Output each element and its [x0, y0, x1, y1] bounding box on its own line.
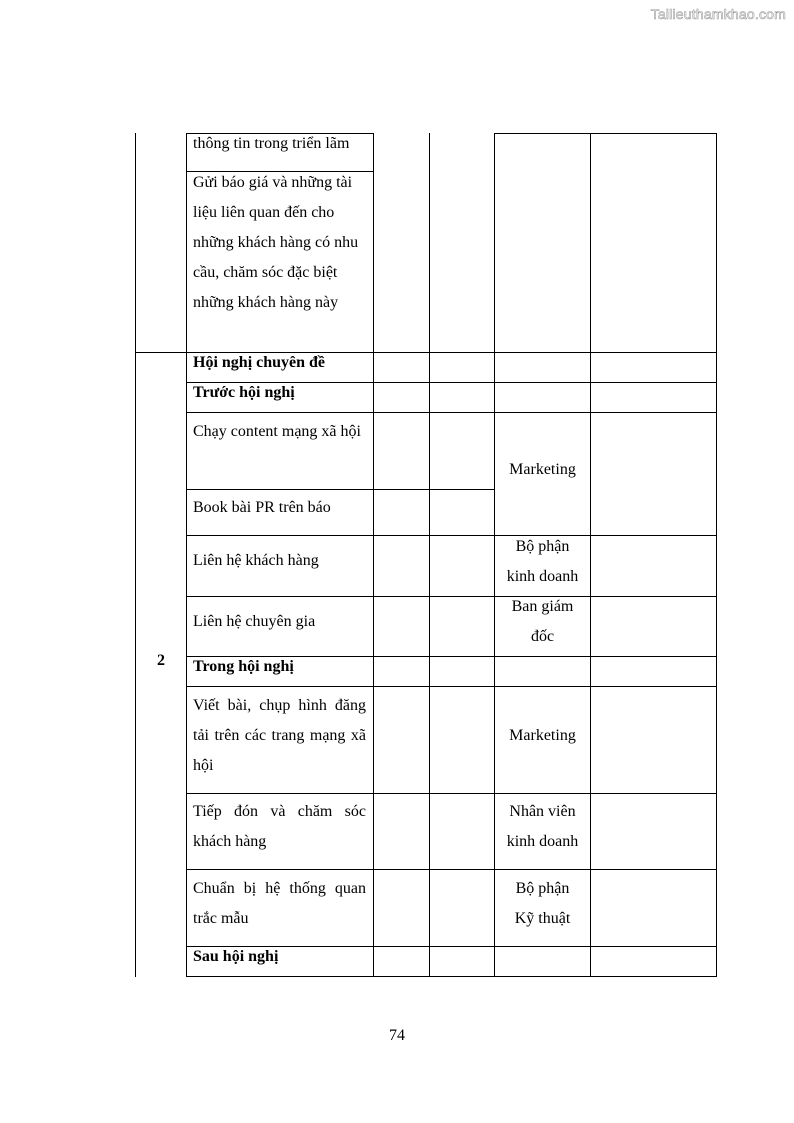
section-number: 2	[157, 652, 165, 669]
task-cell: Tiếp đón và chăm sóc khách hàng	[193, 803, 366, 850]
phase-heading-after: Sau hội nghị	[193, 948, 279, 965]
task-cell: Liên hệ khách hàng	[193, 552, 319, 569]
task-cell: Viết bài, chụp hình đăng tải trên các trang mạng xã hội	[193, 697, 366, 774]
task-cell: thông tin trong triển lãm	[193, 135, 350, 152]
section-number-top-border	[135, 352, 186, 353]
phase-heading-before: Trước hội nghị	[193, 384, 295, 401]
page-number: 74	[389, 1027, 405, 1044]
responsible-cell: Marketing	[509, 461, 576, 478]
row-top-border	[494, 133, 717, 134]
task-cell: Chuẩn bị hệ thống quan trắc mẫu	[193, 880, 366, 927]
responsible-cell: Marketing	[509, 727, 576, 744]
row-divider	[186, 596, 717, 597]
row-divider	[186, 535, 717, 536]
responsible-cell: Bộ phận Kỹ thuật	[514, 880, 571, 927]
row-bottom-border	[186, 976, 717, 977]
row-divider	[186, 412, 717, 413]
task-cell: Book bài PR trên báo	[193, 499, 331, 516]
column-divider-5	[590, 133, 591, 977]
task-cell: Liên hệ chuyên gia	[193, 613, 316, 630]
table-border-right	[716, 133, 717, 977]
responsible-cell: Nhân viên kinh doanh	[506, 803, 579, 850]
column-divider-1	[186, 133, 187, 977]
row-divider	[186, 793, 717, 794]
phase-heading-during: Trong hội nghị	[193, 658, 294, 675]
row-divider	[186, 686, 717, 687]
responsible-cell: Ban giám đốc	[511, 598, 574, 645]
row-divider	[186, 489, 494, 490]
task-cell: Chạy content mạng xã hội	[193, 423, 361, 440]
table-border-left	[135, 133, 136, 977]
section-title: Hội nghị chuyên đề	[193, 354, 326, 371]
watermark: Tailieuthamkhao.com	[650, 6, 786, 22]
row-divider	[186, 869, 717, 870]
column-divider-2	[373, 133, 374, 977]
task-cell: Gửi báo giá và những tài liệu liên quan đến cho những khách hàng có nhu cầu, chăm sóc đặc biệt những khách hàng này	[193, 174, 359, 311]
column-divider-3	[429, 133, 430, 977]
responsible-cell: Bộ phận kinh doanh	[506, 538, 579, 585]
